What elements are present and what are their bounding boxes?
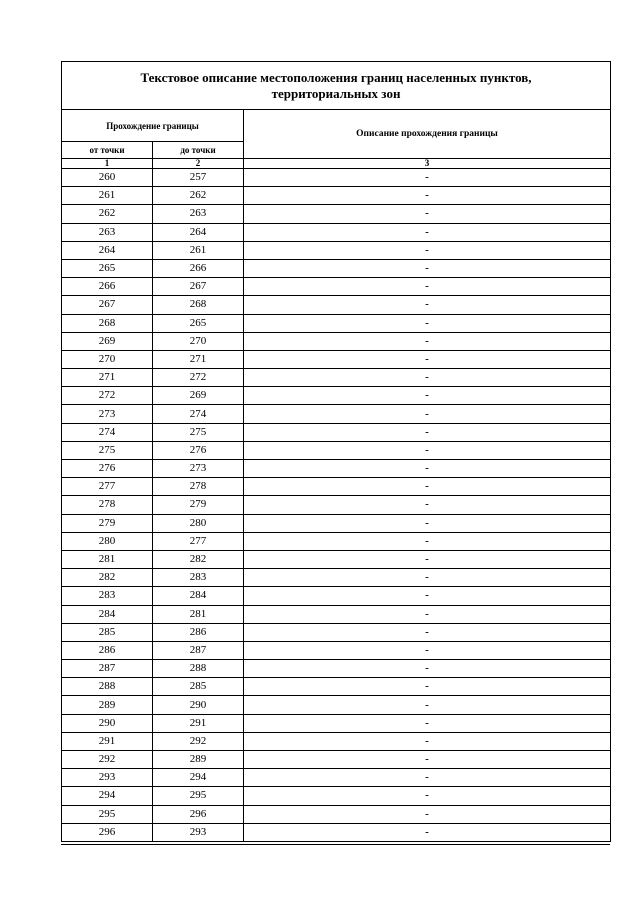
table-title-line-1: Текстовое описание местоположения границ населенных пунктов, <box>140 69 532 85</box>
cell-description: - <box>244 460 611 478</box>
cell-to-point: 276 <box>153 441 244 459</box>
header-description: Описание прохождения границы <box>244 110 611 159</box>
cell-from-point: 269 <box>62 332 153 350</box>
cell-from-point: 295 <box>62 805 153 823</box>
cell-to-point: 264 <box>153 223 244 241</box>
cell-to-point: 290 <box>153 696 244 714</box>
cell-to-point: 266 <box>153 259 244 277</box>
table-row <box>62 714 611 732</box>
cell-to-point: 285 <box>153 678 244 696</box>
cell-from-point: 260 <box>62 169 153 187</box>
cell-from-point: 294 <box>62 787 153 805</box>
cell-description: - <box>244 805 611 823</box>
cell-to-point: 284 <box>153 587 244 605</box>
cell-description: - <box>244 314 611 332</box>
cell-from-point: 275 <box>62 441 153 459</box>
cell-to-point: 280 <box>153 514 244 532</box>
cell-description: - <box>244 787 611 805</box>
cell-to-point: 294 <box>153 769 244 787</box>
cell-to-point: 277 <box>153 532 244 550</box>
cell-to-point: 271 <box>153 350 244 368</box>
cell-to-point: 281 <box>153 605 244 623</box>
cell-from-point: 265 <box>62 259 153 277</box>
table-row <box>62 569 611 587</box>
cell-description: - <box>244 205 611 223</box>
cell-from-point: 268 <box>62 314 153 332</box>
cell-from-point: 276 <box>62 460 153 478</box>
table-row <box>62 423 611 441</box>
table-row <box>62 169 611 187</box>
cell-to-point: 273 <box>153 460 244 478</box>
table-row <box>62 259 611 277</box>
cell-description: - <box>244 441 611 459</box>
cell-description: - <box>244 350 611 368</box>
cell-from-point: 296 <box>62 823 153 841</box>
cell-from-point: 266 <box>62 278 153 296</box>
cell-description: - <box>244 496 611 514</box>
cell-from-point: 263 <box>62 223 153 241</box>
cell-description: - <box>244 550 611 568</box>
cell-to-point: 289 <box>153 751 244 769</box>
cell-description: - <box>244 387 611 405</box>
cell-description: - <box>244 751 611 769</box>
cell-to-point: 265 <box>153 314 244 332</box>
cell-to-point: 287 <box>153 641 244 659</box>
document-page <box>61 61 610 842</box>
cell-description: - <box>244 660 611 678</box>
cell-from-point: 277 <box>62 478 153 496</box>
cell-description: - <box>244 296 611 314</box>
table-row <box>62 787 611 805</box>
cell-description: - <box>244 769 611 787</box>
cell-from-point: 288 <box>62 678 153 696</box>
table-row <box>62 205 611 223</box>
table-row <box>62 605 611 623</box>
cell-description: - <box>244 369 611 387</box>
cell-description: - <box>244 641 611 659</box>
boundary-table <box>61 61 611 842</box>
cell-to-point: 283 <box>153 569 244 587</box>
cell-from-point: 282 <box>62 569 153 587</box>
cell-from-point: 290 <box>62 714 153 732</box>
cell-from-point: 283 <box>62 587 153 605</box>
cell-to-point: 282 <box>153 550 244 568</box>
cell-description: - <box>244 223 611 241</box>
cell-to-point: 292 <box>153 732 244 750</box>
table-row <box>62 405 611 423</box>
table-title-line-2: территориальных зон <box>271 85 401 101</box>
cell-description: - <box>244 532 611 550</box>
cell-description: - <box>244 187 611 205</box>
cell-to-point: 270 <box>153 332 244 350</box>
table-row <box>62 660 611 678</box>
table-row <box>62 296 611 314</box>
cell-from-point: 291 <box>62 732 153 750</box>
column-number-3: 3 <box>244 159 611 169</box>
table-row <box>62 678 611 696</box>
table-row <box>62 532 611 550</box>
cell-description: - <box>244 332 611 350</box>
header-boundary-passage: Прохождение границы <box>62 110 244 142</box>
table-row <box>62 441 611 459</box>
header-row-numbers <box>62 159 611 169</box>
cell-from-point: 267 <box>62 296 153 314</box>
table-row <box>62 550 611 568</box>
cell-description: - <box>244 514 611 532</box>
cell-description: - <box>244 623 611 641</box>
column-number-2: 2 <box>153 159 244 169</box>
table-row <box>62 641 611 659</box>
cell-from-point: 271 <box>62 369 153 387</box>
cell-from-point: 279 <box>62 514 153 532</box>
table-row <box>62 278 611 296</box>
cell-description: - <box>244 823 611 841</box>
table-row <box>62 769 611 787</box>
table-row <box>62 387 611 405</box>
header-from-point: от точки <box>62 142 153 159</box>
table-row <box>62 314 611 332</box>
cell-to-point: 272 <box>153 369 244 387</box>
table-row <box>62 623 611 641</box>
cell-from-point: 273 <box>62 405 153 423</box>
cell-to-point: 261 <box>153 241 244 259</box>
cell-to-point: 275 <box>153 423 244 441</box>
cell-description: - <box>244 678 611 696</box>
cell-to-point: 288 <box>153 660 244 678</box>
cell-to-point: 268 <box>153 296 244 314</box>
cell-to-point: 274 <box>153 405 244 423</box>
table-row <box>62 732 611 750</box>
cell-from-point: 287 <box>62 660 153 678</box>
cell-to-point: 269 <box>153 387 244 405</box>
table-row <box>62 805 611 823</box>
header-to-point: до точки <box>153 142 244 159</box>
cell-to-point: 295 <box>153 787 244 805</box>
table-row <box>62 514 611 532</box>
cell-description: - <box>244 169 611 187</box>
cell-from-point: 274 <box>62 423 153 441</box>
cell-from-point: 293 <box>62 769 153 787</box>
table-row <box>62 369 611 387</box>
cell-to-point: 267 <box>153 278 244 296</box>
cell-from-point: 285 <box>62 623 153 641</box>
cell-description: - <box>244 587 611 605</box>
cell-from-point: 261 <box>62 187 153 205</box>
table-row <box>62 751 611 769</box>
cell-description: - <box>244 278 611 296</box>
cell-to-point: 262 <box>153 187 244 205</box>
cell-to-point: 291 <box>153 714 244 732</box>
cell-from-point: 270 <box>62 350 153 368</box>
table-row <box>62 187 611 205</box>
table-row <box>62 587 611 605</box>
cell-from-point: 272 <box>62 387 153 405</box>
cell-from-point: 280 <box>62 532 153 550</box>
table-row <box>62 478 611 496</box>
header-row-group <box>62 110 611 142</box>
cell-description: - <box>244 732 611 750</box>
cell-description: - <box>244 259 611 277</box>
cell-to-point: 263 <box>153 205 244 223</box>
title-row <box>62 62 611 110</box>
cell-to-point: 279 <box>153 496 244 514</box>
cell-to-point: 296 <box>153 805 244 823</box>
page-bottom-rule <box>61 844 610 845</box>
cell-from-point: 281 <box>62 550 153 568</box>
cell-description: - <box>244 696 611 714</box>
cell-from-point: 278 <box>62 496 153 514</box>
table-row <box>62 460 611 478</box>
cell-from-point: 286 <box>62 641 153 659</box>
cell-from-point: 264 <box>62 241 153 259</box>
cell-description: - <box>244 714 611 732</box>
cell-description: - <box>244 605 611 623</box>
table-row <box>62 496 611 514</box>
cell-to-point: 286 <box>153 623 244 641</box>
cell-to-point: 257 <box>153 169 244 187</box>
table-title <box>62 62 611 110</box>
cell-description: - <box>244 241 611 259</box>
table-row <box>62 823 611 841</box>
cell-description: - <box>244 478 611 496</box>
column-number-1: 1 <box>62 159 153 169</box>
cell-to-point: 293 <box>153 823 244 841</box>
cell-from-point: 292 <box>62 751 153 769</box>
cell-from-point: 262 <box>62 205 153 223</box>
cell-description: - <box>244 423 611 441</box>
cell-description: - <box>244 569 611 587</box>
table-row <box>62 223 611 241</box>
cell-to-point: 278 <box>153 478 244 496</box>
table-row <box>62 332 611 350</box>
table-row <box>62 241 611 259</box>
table-row <box>62 696 611 714</box>
cell-from-point: 289 <box>62 696 153 714</box>
cell-from-point: 284 <box>62 605 153 623</box>
cell-description: - <box>244 405 611 423</box>
table-row <box>62 350 611 368</box>
